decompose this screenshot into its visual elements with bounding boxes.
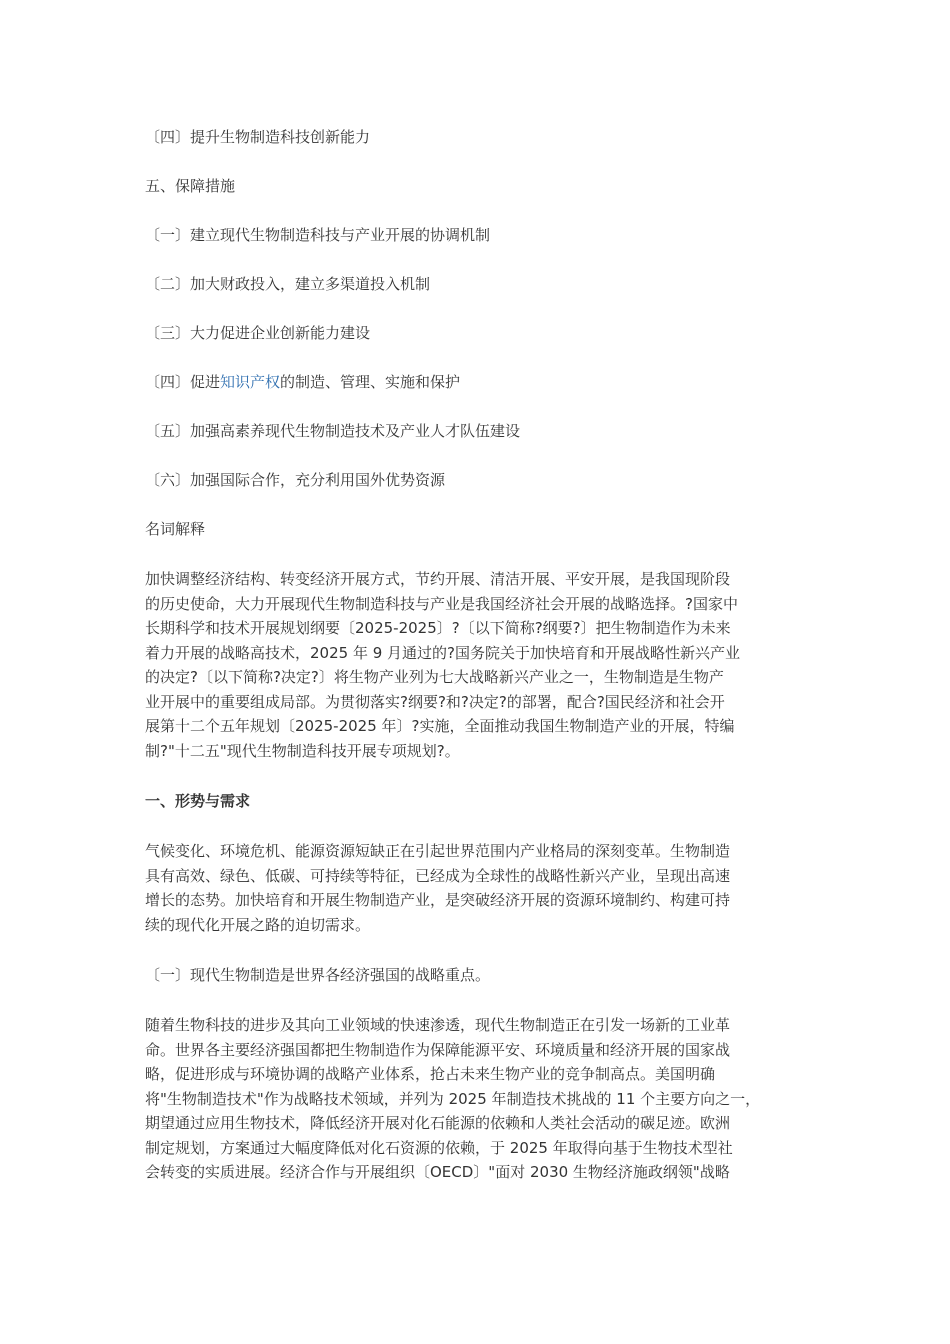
outline-item-5-1: 〔一〕建立现代生物制造科技与产业开展的协调机制 [145,226,491,244]
paragraph-line: 期望通过应用生物技术，降低经济开展对化石能源的依赖和人类社会活动的碳足迹。欧洲 [145,1114,731,1132]
paragraph-line: 会转变的实质进展。经济合作与开展组织〔OECD〕"面对 2030 生物经济施政纲领"战略 [145,1163,730,1181]
paragraph-line: 业开展中的重要组成局部。为贯彻落实?纲要?和?决定?的部署，配合?国民经济和社会开 [145,692,725,711]
paragraph-line: 具有高效、绿色、低碳、可持续等特征，已经成为全球性的战略性新兴产业，呈现出高速 [145,866,731,885]
paragraph-line: 续的现代化开展之路的迫切需求。 [145,915,371,934]
section-heading-5: 五、保障措施 [145,177,236,195]
paragraph-line: 长期科学和技术开展规划纲要〔2025-2025〕?〔以下简称?纲要?〕把生物制造作为未来 [145,619,731,637]
intro-paragraph [145,567,815,763]
outline-item-5-2: 〔二〕加大财政投入，建立多渠道投入机制 [145,275,431,293]
situation-paragraph [145,839,815,937]
outline-item-5-3: 〔三〕大力促进企业创新能力建设 [145,324,371,342]
strategy-paragraph [145,1013,815,1185]
paragraph-line: 制定规划，方案通过大幅度降低对化石资源的依赖，于 2025 年取得向基于生物技术型社 [145,1138,733,1157]
paragraph-line: 加快调整经济结构、转变经济开展方式，节约开展、清洁开展、平安开展，是我国现阶段 [145,570,731,588]
outline-item-5-5: 〔五〕加强高素养现代生物制造技术及产业人才队伍建设 [145,422,521,440]
outline-item-5-6: 〔六〕加强国际合作，充分利用国外优势资源 [145,471,446,489]
outline-item-5-4-suffix: 的制造、管理、实施和保护 [280,373,461,391]
paragraph-line: 着力开展的战略高技术，2025 年 9 月通过的?国务院关于加快培育和开展战略性新兴产业 [145,643,740,662]
outline-item-5-4 [145,371,815,393]
paragraph-line: 将"生物制造技术"作为战略技术领域，并列为 2025 年制造技术挑战的 11 个主要方向之一， [145,1089,761,1108]
paragraph-line: 的历史使命，大力开展现代生物制造科技与产业是我国经济社会开展的战略选择。?国家中 [145,594,738,613]
paragraph-line: 命。世界各主要经济强国都把生物制造作为保障能源平安、环境质量和经济开展的国家战 [145,1040,731,1059]
outline-item-4-4: 〔四〕提升生物制造科技创新能力 [145,128,371,146]
paragraph-line: 制?"十二五"现代生物制造科技开展专项规划?。 [145,741,460,760]
outline-item-5-4-prefix: 〔四〕促进 [145,373,221,391]
subsection-heading-1-1: 〔一〕现代生物制造是世界各经济强国的战略重点。 [145,966,491,984]
paragraph-line: 气候变化、环境危机、能源资源短缺正在引起世界范围内产业格局的深刻变革。生物制造 [145,842,731,860]
section-heading-1: 一、形势与需求 [145,792,251,810]
paragraph-line: 略，促进形成与环境协调的战略产业体系，抢占未来生物产业的竞争制高点。美国明确 [145,1065,716,1083]
paragraph-line: 随着生物科技的进步及其向工业领域的快速渗透，现代生物制造正在引发一场新的工业革 [145,1016,731,1034]
ip-link[interactable]: 知识产权 [220,373,281,391]
paragraph-line: 增长的态势。加快培育和开展生物制造产业，是突破经济开展的资源环境制约、构建可持 [145,891,731,909]
paragraph-line: 展第十二个五年规划〔2025-2025 年〕?实施，全面推动我国生物制造产业的开展，特编 [145,717,735,735]
paragraph-line: 的决定?〔以下简称?决定?〕将生物产业列为七大战略新兴产业之一，生物制造是生物产 [145,668,724,686]
glossary-heading: 名词解释 [145,520,206,538]
document-page [145,126,815,1212]
